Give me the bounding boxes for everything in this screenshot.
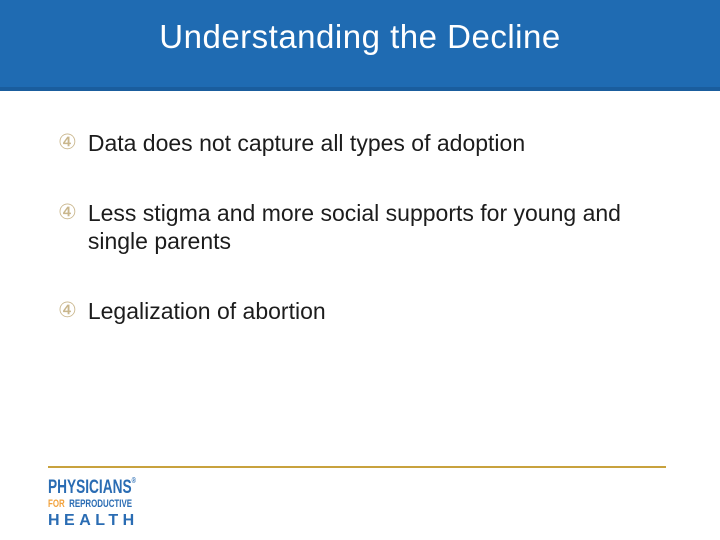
physicians-for-reproductive-health-logo xyxy=(48,477,170,529)
logo-word-physicians xyxy=(48,477,136,497)
circled-number-bullet-icon: ④ xyxy=(58,201,77,224)
bullet-text: Less stigma and more social supports for young and single parents xyxy=(87,200,621,254)
bullet-item xyxy=(58,297,658,325)
footer-divider xyxy=(48,466,666,468)
logo-word-for-reproductive xyxy=(48,499,136,510)
logo-physicians-text: PHYSICIANS xyxy=(48,477,132,498)
registered-trademark-icon: ® xyxy=(131,476,136,485)
slide-header xyxy=(0,0,720,91)
logo-health-text: HEALTH xyxy=(48,512,139,529)
bullet-item xyxy=(58,129,658,157)
circled-number-bullet-icon: ④ xyxy=(58,131,77,154)
circled-number-bullet-icon: ④ xyxy=(58,299,77,322)
bullet-text: Data does not capture all types of adoption xyxy=(87,130,526,156)
logo-reproductive-text: REPRODUCTIVE xyxy=(69,498,133,510)
slide-title: Understanding the Decline xyxy=(159,17,561,55)
logo-for-text: FOR xyxy=(48,498,65,510)
bullet-text: Legalization of abortion xyxy=(87,298,326,324)
bullet-item xyxy=(58,199,658,255)
